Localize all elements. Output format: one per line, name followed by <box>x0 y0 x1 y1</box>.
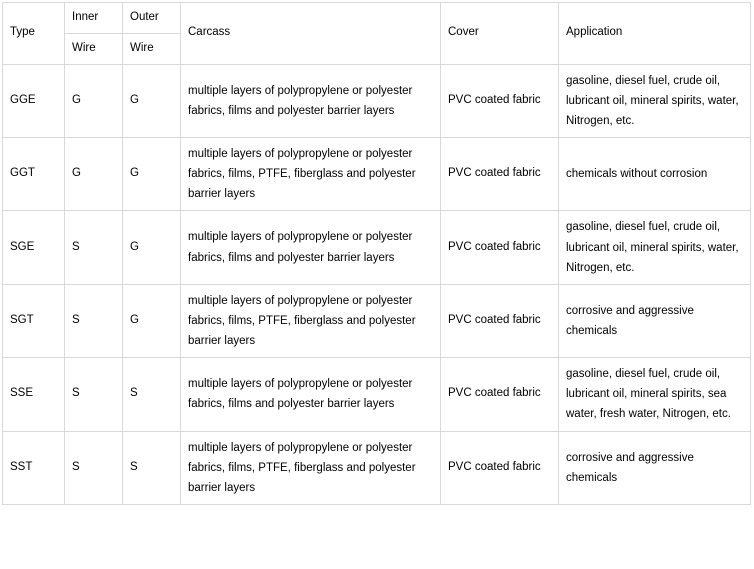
cell-cover: PVC coated fabric <box>441 431 559 504</box>
header-application: Application <box>559 3 751 65</box>
hose-specification-table <box>2 2 751 505</box>
table-row <box>3 64 751 137</box>
cell-type: GGT <box>3 138 65 211</box>
table-row <box>3 284 751 357</box>
cell-application: corrosive and aggressive chemicals <box>559 284 751 357</box>
cell-cover: PVC coated fabric <box>441 64 559 137</box>
table-header-row-top <box>3 3 751 34</box>
cell-inner-wire: S <box>65 211 123 284</box>
cell-carcass: multiple layers of polypropylene or polyester fabrics, films and polyester barrier layers <box>181 64 441 137</box>
header-outer-top: Outer <box>123 3 181 34</box>
cell-carcass: multiple layers of polypropylene or polyester fabrics, films, PTFE, fiberglass and polyester barrier layers <box>181 431 441 504</box>
table-row <box>3 358 751 431</box>
header-carcass: Carcass <box>181 3 441 65</box>
cell-cover: PVC coated fabric <box>441 211 559 284</box>
cell-carcass: multiple layers of polypropylene or polyester fabrics, films and polyester barrier layers <box>181 358 441 431</box>
table-row <box>3 138 751 211</box>
cell-carcass: multiple layers of polypropylene or polyester fabrics, films and polyester barrier layers <box>181 211 441 284</box>
cell-type: SGT <box>3 284 65 357</box>
cell-outer-wire: G <box>123 64 181 137</box>
cell-inner-wire: G <box>65 138 123 211</box>
cell-type: SGE <box>3 211 65 284</box>
header-type: Type <box>3 3 65 65</box>
cell-inner-wire: S <box>65 358 123 431</box>
header-inner-top: Inner <box>65 3 123 34</box>
cell-outer-wire: S <box>123 358 181 431</box>
cell-inner-wire: S <box>65 431 123 504</box>
table-row <box>3 431 751 504</box>
cell-application: gasoline, diesel fuel, crude oil, lubricant oil, mineral spirits, water, Nitrogen, etc. <box>559 64 751 137</box>
cell-inner-wire: G <box>65 64 123 137</box>
cell-carcass: multiple layers of polypropylene or polyester fabrics, films, PTFE, fiberglass and polyester barrier layers <box>181 284 441 357</box>
cell-outer-wire: S <box>123 431 181 504</box>
cell-outer-wire: G <box>123 211 181 284</box>
cell-carcass: multiple layers of polypropylene or polyester fabrics, films, PTFE, fiberglass and polyester barrier layers <box>181 138 441 211</box>
cell-application: chemicals without corrosion <box>559 138 751 211</box>
cell-cover: PVC coated fabric <box>441 138 559 211</box>
cell-cover: PVC coated fabric <box>441 284 559 357</box>
cell-outer-wire: G <box>123 138 181 211</box>
header-inner-bottom: Wire <box>65 33 123 64</box>
cell-cover: PVC coated fabric <box>441 358 559 431</box>
header-outer-bottom: Wire <box>123 33 181 64</box>
header-cover: Cover <box>441 3 559 65</box>
cell-type: SST <box>3 431 65 504</box>
table-row <box>3 211 751 284</box>
cell-outer-wire: G <box>123 284 181 357</box>
cell-application: corrosive and aggressive chemicals <box>559 431 751 504</box>
cell-inner-wire: S <box>65 284 123 357</box>
cell-type: GGE <box>3 64 65 137</box>
cell-type: SSE <box>3 358 65 431</box>
cell-application: gasoline, diesel fuel, crude oil, lubricant oil, mineral spirits, sea water, fresh water, Nitrogen, etc. <box>559 358 751 431</box>
cell-application: gasoline, diesel fuel, crude oil, lubricant oil, mineral spirits, water, Nitrogen, etc. <box>559 211 751 284</box>
